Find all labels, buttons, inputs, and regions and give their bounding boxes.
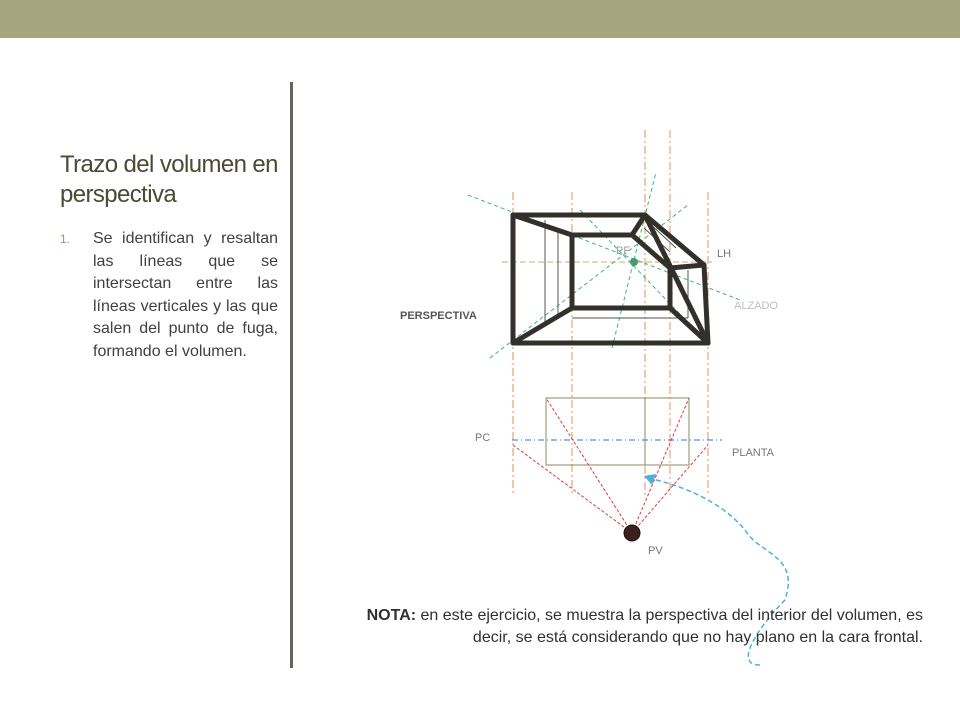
vanishing-line (468, 195, 740, 300)
lh-label: LH (717, 248, 732, 260)
pf-label: PF (616, 245, 631, 257)
station-point (624, 525, 640, 541)
alzado-label: ALZADO (734, 300, 779, 312)
note-label: NOTA: (366, 607, 417, 624)
note-text: en este ejercicio, se muestra la perspectiva del interior del volumen, es decir, se está considerando que no hay plano en la cara frontal. (416, 607, 923, 646)
volume-edge (513, 215, 572, 235)
volume-edge (513, 308, 572, 343)
pv-label: PV (648, 545, 663, 557)
pc-label: PC (475, 432, 491, 444)
volume-edge (670, 265, 704, 268)
note-paragraph (340, 605, 923, 649)
perspective-volume (513, 215, 708, 343)
list-item-number: 1. (60, 232, 71, 246)
slide-title: Trazo del volumen en perspectiva (60, 151, 278, 208)
projection-line (513, 445, 632, 533)
volume-edge (645, 215, 704, 265)
vanishing-point (630, 258, 638, 266)
planta-label: PLANTA (732, 447, 774, 459)
list-item-text: Se identifican y resaltan las líneas que se intersectan entre las líneas verticales y las que salen del punto de fuga, formando el volumen. (93, 230, 278, 360)
volume-edge (670, 308, 708, 343)
perspectiva-label: PERSPECTIVA (400, 310, 477, 322)
